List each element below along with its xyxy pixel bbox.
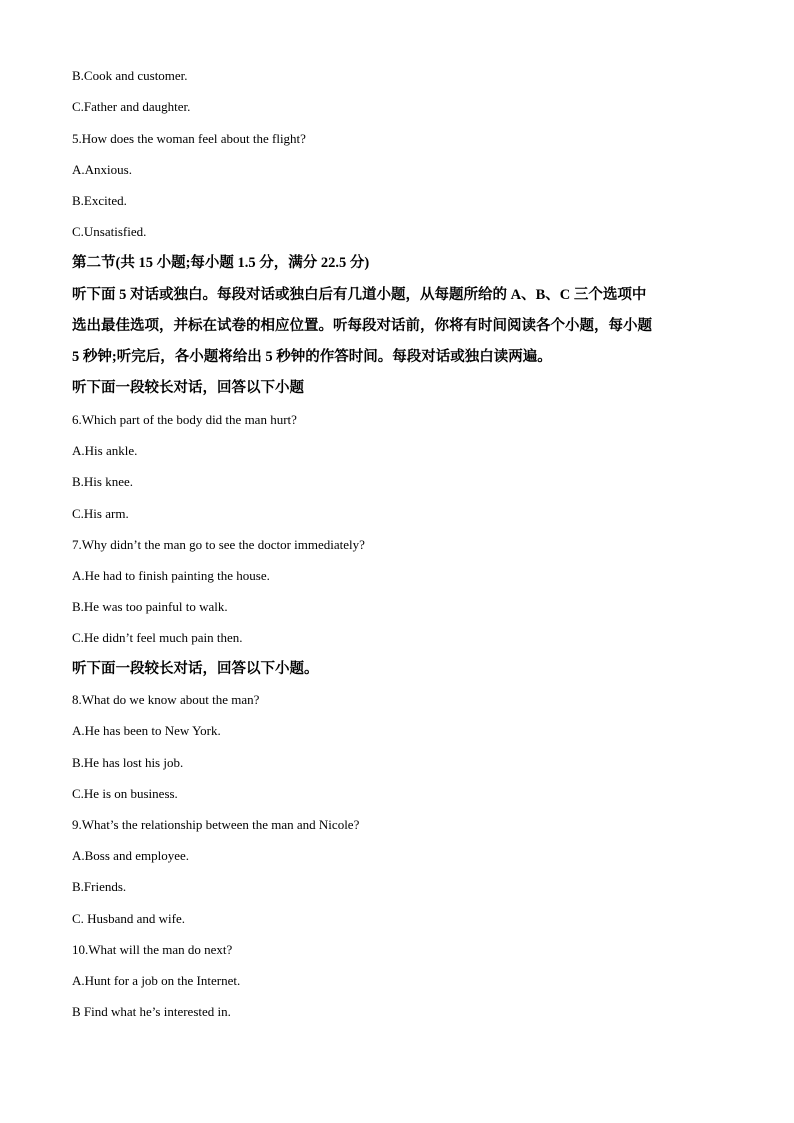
q9-option-c: C. Husband and wife. xyxy=(72,911,186,926)
q7-option-c: C.He didn’t feel much pain then. xyxy=(72,630,243,645)
question-10: 10.What will the man do next? xyxy=(72,942,233,957)
q8-option-c: C.He is on business. xyxy=(72,786,178,801)
question-6: 6.Which part of the body did the man hurt? xyxy=(72,412,297,427)
q4-option-b: B.Cook and customer. xyxy=(72,68,188,83)
section-2-title: 第二节(共 15 小题;每小题 1.5 分，满分 22.5 分) xyxy=(72,255,370,271)
q9-option-b: B.Friends. xyxy=(72,879,127,894)
q10-option-b: B Find what he’s interested in. xyxy=(72,1004,231,1019)
dialog-heading-2: 听下面一段较长对话，回答以下小题。 xyxy=(72,661,319,677)
section-2-instruction-line-1: 听下面 5 对话或独白。每段对话或独白后有几道小题，从每题所给的 A、B、C 三个选项中 xyxy=(72,287,647,303)
section-2-instruction-line-2: 选出最佳选项，并标在试卷的相应位置。听每段对话前，你将有时间阅读各个小题，每小题 xyxy=(72,318,652,334)
question-5: 5.How does the woman feel about the flight? xyxy=(72,131,306,146)
q7-option-b: B.He was too painful to walk. xyxy=(72,599,228,614)
question-7: 7.Why didn’t the man go to see the doctor immediately? xyxy=(72,537,365,552)
question-9: 9.What’s the relationship between the man and Nicole? xyxy=(72,817,360,832)
q6-option-a: A.His ankle. xyxy=(72,443,138,458)
section-2-instruction-line-3: 5 秒钟;听完后，各小题将给出 5 秒钟的作答时间。每段对话或独白读两遍。 xyxy=(72,349,552,365)
q8-option-b: B.He has lost his job. xyxy=(72,755,184,770)
q5-option-a: A.Anxious. xyxy=(72,162,132,177)
q6-option-b: B.His knee. xyxy=(72,474,134,489)
q5-option-c: C.Unsatisfied. xyxy=(72,224,147,239)
q5-option-b: B.Excited. xyxy=(72,193,127,208)
q7-option-a: A.He had to finish painting the house. xyxy=(72,568,270,583)
question-8: 8.What do we know about the man? xyxy=(72,692,260,707)
q8-option-a: A.He has been to New York. xyxy=(72,723,221,738)
q10-option-a: A.Hunt for a job on the Internet. xyxy=(72,973,241,988)
dialog-heading-1: 听下面一段较长对话，回答以下小题 xyxy=(72,380,304,396)
exam-page xyxy=(72,0,732,1123)
q9-option-a: A.Boss and employee. xyxy=(72,848,189,863)
q6-option-c: C.His arm. xyxy=(72,506,129,521)
q4-option-c: C.Father and daughter. xyxy=(72,99,191,114)
